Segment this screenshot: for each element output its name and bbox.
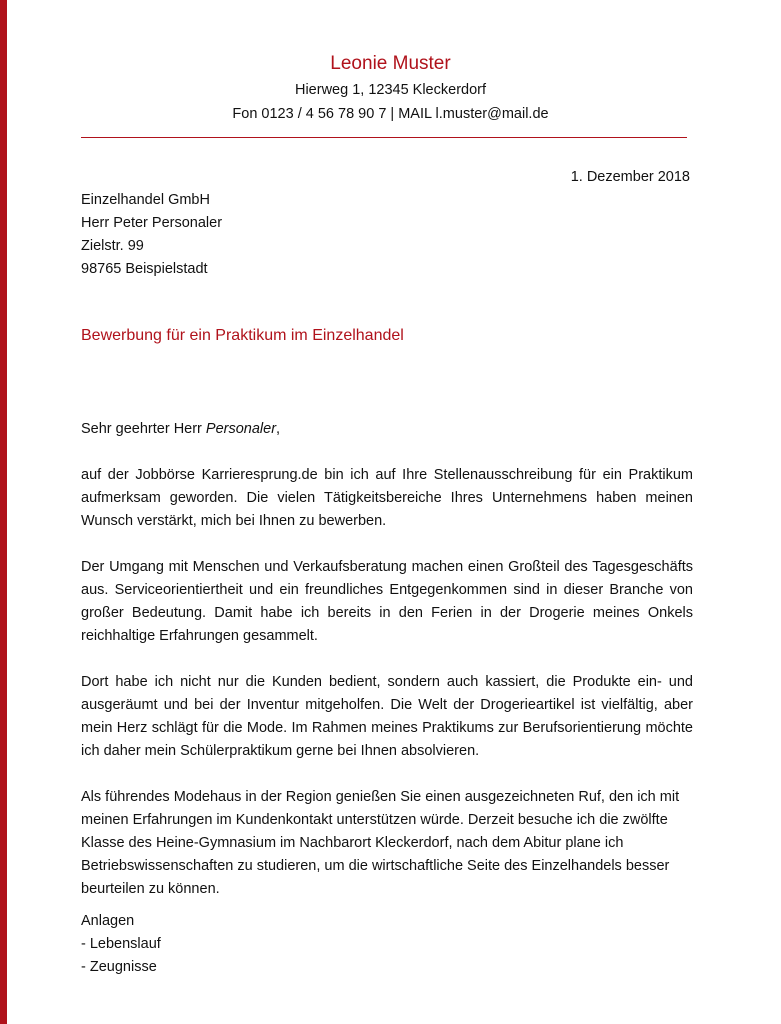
recipient-company: Einzelhandel GmbH	[81, 192, 210, 208]
letter-date: 1. Dezember 2018	[570, 169, 690, 185]
recipient-address-block	[81, 189, 222, 281]
body-paragraph: Der Umgang mit Menschen und Verkaufsberatung machen einen Großteil des Tagesgeschäfts aus. Serviceorientiertheit und ein freundliches Entgegenkommen sind in dieser Branche von großer Bedeutung. Damit habe ich bereits in den Ferien in der Drogerie meines Onkels reichhaltige Erfahrungen gesammelt.	[81, 559, 693, 644]
salutation	[81, 418, 693, 441]
body-paragraph: Dort habe ich nicht nur die Kunden bedient, sondern auch kassiert, die Produkte ein- und ausgeräumt und bei der Inventur mitgeholfen. Die Welt der Drogerieartikel ist vielfältig, aber mein Herz schlägt für die Mode. Im Rahmen meines Praktikums zur Berufsorientierung möchte ich daher mein Schülerpraktikum gerne bei Ihnen absolvieren.	[81, 674, 693, 759]
salutation-name: Personaler	[205, 421, 277, 437]
salutation-suffix: ,	[276, 421, 281, 437]
recipient-city: 98765 Beispielstadt	[81, 261, 208, 277]
left-accent-bar	[0, 0, 7, 1024]
attachments-block	[81, 910, 161, 979]
attachments-heading: Anlagen	[81, 913, 135, 929]
header-divider	[81, 137, 687, 138]
attachment-item: - Zeugnisse	[81, 959, 157, 975]
salutation-prefix: Sehr geehrter Herr	[81, 421, 206, 437]
recipient-street: Zielstr. 99	[81, 238, 144, 254]
attachment-item: - Lebenslauf	[81, 936, 161, 952]
sender-contact: Fon 0123 / 4 56 78 90 7 | MAIL l.muster@mail.de	[232, 106, 549, 122]
letter-body	[81, 418, 693, 924]
letter-subject: Bewerbung für ein Praktikum im Einzelhandel	[81, 327, 404, 344]
body-paragraph: Als führendes Modehaus in der Region genießen Sie einen ausgezeichneten Ruf, den ich mit meinen Erfahrungen im Kundenkontakt unterstützen würde. Derzeit besuche ich die zwölfte Klasse des Heine-Gymnasium im Nachbarort Kleckerdorf, nach dem Abitur plane ich Betriebswissenschaften zu studieren, um die wirtschaftliche Seite des Einzelhandels besser beurteilen zu können.	[81, 789, 680, 897]
body-paragraph: auf der Jobbörse Karrieresprung.de bin ich auf Ihre Stellenausschreibung für ein Praktikum aufmerksam geworden. Die vielen Tätigkeitsbereiche Ihres Unternehmens haben meinen Wunsch verstärkt, mich bei Ihnen zu bewerben.	[81, 467, 693, 529]
letterhead	[0, 52, 781, 124]
sender-address: Hierweg 1, 12345 Kleckerdorf	[294, 82, 487, 98]
sender-name: Leonie Muster	[330, 53, 451, 74]
recipient-person: Herr Peter Personaler	[81, 215, 223, 231]
